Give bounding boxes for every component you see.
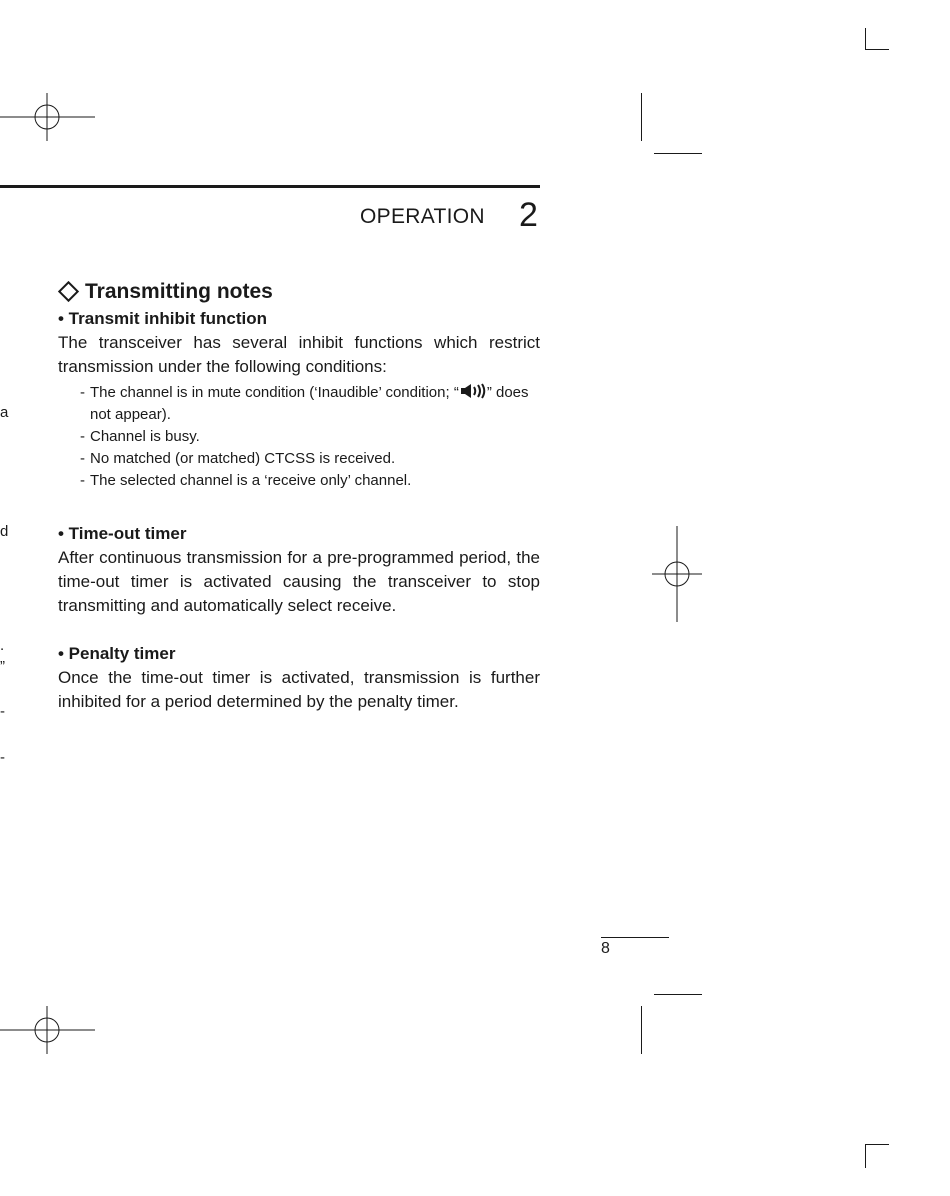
- registration-mark-right: [652, 526, 702, 622]
- section-heading-text: Transmitting notes: [85, 280, 273, 303]
- edge-fragment: .: [0, 637, 5, 654]
- crop-mark: [654, 153, 702, 154]
- edge-fragment: -: [0, 703, 5, 720]
- section-title: OPERATION: [360, 205, 485, 228]
- crop-mark: [641, 93, 642, 141]
- penalty-body: Once the time-out timer is activated, transmission is further inhibited for a period determined by the penalty timer.: [58, 668, 540, 711]
- list-item: - No matched (or matched) CTCSS is received.: [80, 448, 540, 470]
- registration-mark-bottom-left: [0, 1006, 96, 1056]
- page-number: 8: [601, 940, 610, 957]
- timeout-title: • Time-out timer: [58, 524, 187, 543]
- spacer: [58, 618, 540, 642]
- registration-mark-top-left: [0, 93, 96, 143]
- list-item: - Channel is busy.: [80, 426, 540, 448]
- crop-mark: [654, 994, 702, 995]
- section-heading: [58, 280, 540, 304]
- diamond-icon: [58, 280, 79, 301]
- edge-fragment: ”: [0, 658, 5, 675]
- header-rule: [0, 185, 540, 188]
- edge-fragment: -: [0, 749, 5, 766]
- crop-mark: [865, 49, 889, 50]
- speaker-icon: [460, 383, 486, 399]
- timeout-body: After continuous transmission for a pre-programmed period, the time-out timer is activated causing the transceiver to stop transmitting and automatically select receive.: [58, 548, 540, 615]
- page-number-rule: [601, 937, 669, 938]
- spacer: [58, 492, 540, 522]
- section-number: 2: [519, 196, 538, 234]
- inhibit-list: [58, 382, 540, 492]
- list-item-text: The channel is in mute condition (‘Inaudible’ condition; “: [90, 384, 459, 401]
- inhibit-title: • Transmit inhibit function: [58, 309, 267, 328]
- penalty-title: • Penalty timer: [58, 644, 176, 663]
- edge-fragment: d: [0, 523, 9, 540]
- list-item: [80, 382, 540, 426]
- inhibit-intro: The transceiver has several inhibit functions which restrict transmission under the following conditions:: [58, 333, 540, 376]
- crop-mark: [865, 28, 866, 50]
- crop-mark: [865, 1144, 889, 1145]
- crop-mark: [865, 1144, 866, 1168]
- list-item: - The selected channel is a ‘receive only’ channel.: [80, 470, 540, 492]
- list-item-text: ” does not appear).: [90, 384, 529, 423]
- main-content: [58, 280, 540, 714]
- edge-fragment: a: [0, 404, 9, 421]
- crop-mark: [641, 1006, 642, 1054]
